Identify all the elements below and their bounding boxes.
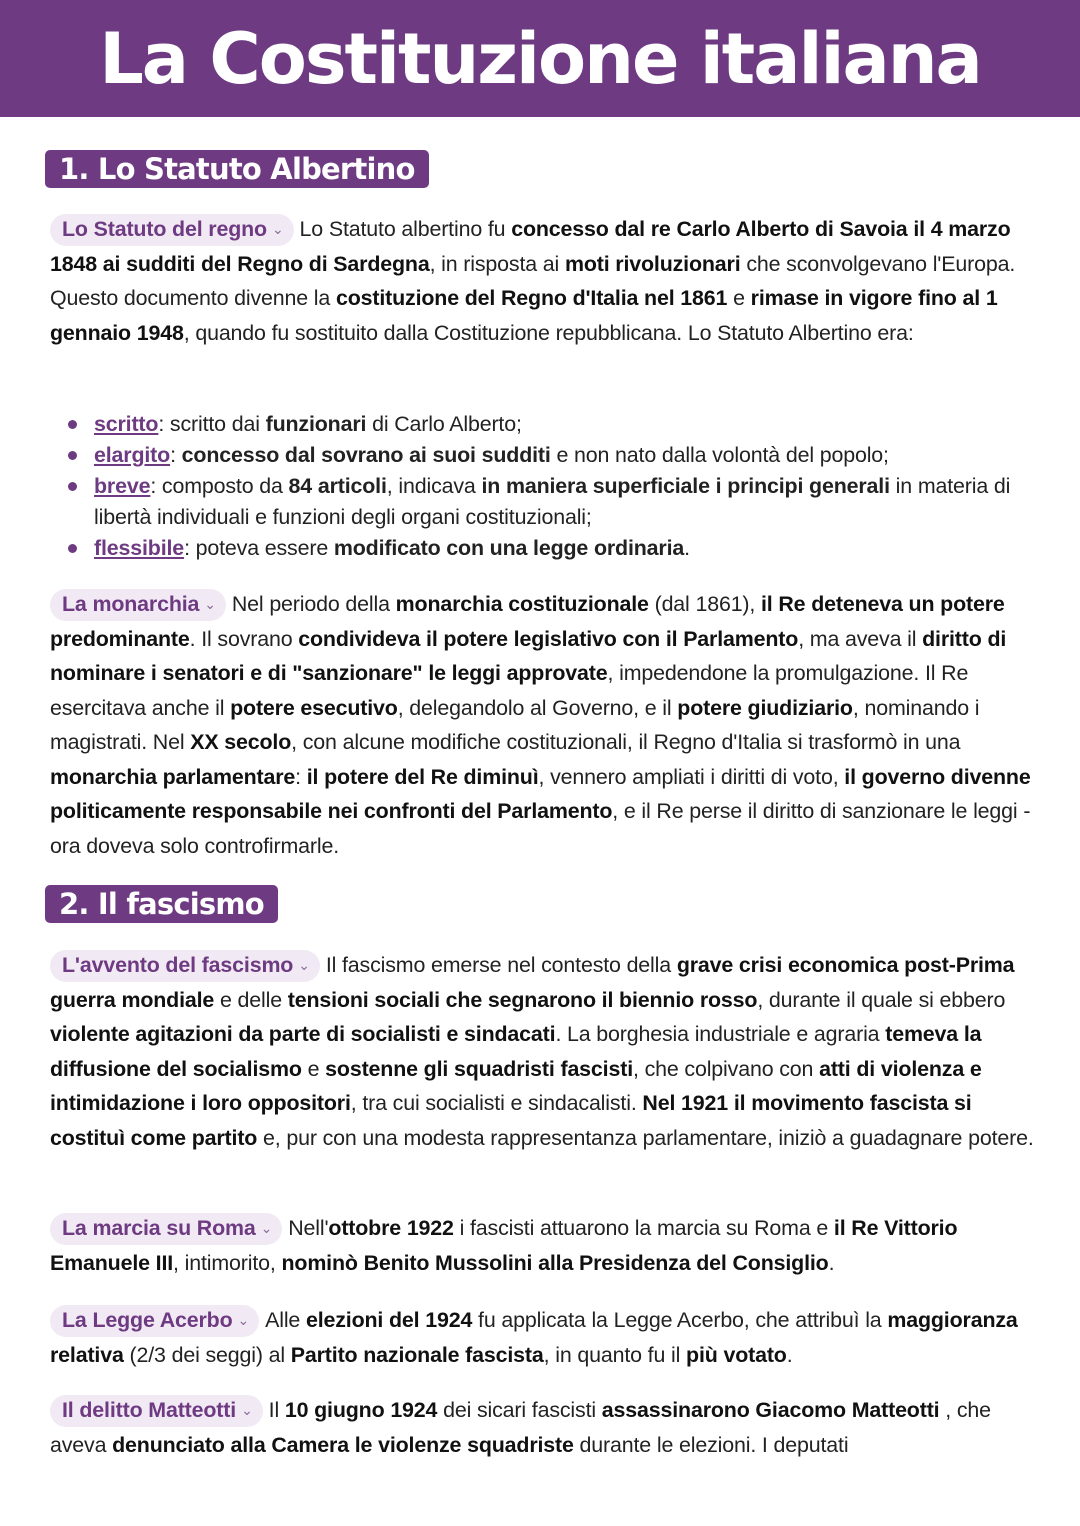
topic-chip-marcia[interactable]: La marcia su Roma ⌄ (50, 1213, 282, 1245)
section-title-statuto: 1. Lo Statuto Albertino (45, 150, 429, 188)
paragraph-matteotti: Il delitto Matteotti ⌄ Il 10 giugno 1924 dei sicari fascisti assassinarono Giacomo Matteotti , che aveva denunciato alla Camera le violenze squadriste durante le elezioni. I deputati (50, 1393, 1040, 1462)
term-link[interactable]: flessibile (94, 536, 185, 560)
section-title-fascismo: 2. Il fascismo (45, 885, 278, 923)
bullet-dot-icon (68, 420, 77, 429)
chevron-down-icon: ⌄ (204, 596, 216, 612)
topic-chip-statuto[interactable]: Lo Statuto del regno ⌄ (50, 214, 294, 246)
chevron-down-icon: ⌄ (298, 957, 310, 973)
term-link[interactable]: scritto (94, 412, 159, 436)
paragraph-marcia: La marcia su Roma ⌄ Nell'ottobre 1922 i fascisti attuarono la marcia su Roma e il Re Vittorio Emanuele III, intimorito, nominò Benito Mussolini alla Presidenza del Consiglio. (50, 1211, 1040, 1280)
paragraph-monarchia: La monarchia ⌄ Nel periodo della monarchia costituzionale (dal 1861), il Re deteneva un potere predominante. Il sovrano condivideva il potere legislativo con il Parlamento, ma aveva il diritto di nominare i senatori e di "sanzionare" le leggi approvate, impedendone la promulgazione. Il Re esercitava anche il potere esecutivo, delegandolo al Governo, e il potere giudiziario, nominando i magistrati. Nel XX secolo, con alcune modifiche costituzionali, il Regno d'Italia si trasformò in una monarchia parlamentare: il potere del Re diminuì, vennero ampliati i diritti di voto, il governo divenne politicamente responsabile nei confronti del Parlamento, e il Re perse il diritto di sanzionare le leggi - ora doveva solo controfirmarle. (50, 587, 1040, 863)
bullet-dot-icon (68, 482, 77, 491)
term-link[interactable]: breve (94, 474, 151, 498)
list-item: scritto: scritto dai funzionari di Carlo Alberto; (64, 409, 1024, 440)
bullet-dot-icon (68, 451, 77, 460)
page-title: La Costituzione italiana (99, 17, 981, 100)
chevron-down-icon: ⌄ (241, 1402, 253, 1418)
topic-chip-acerbo[interactable]: La Legge Acerbo ⌄ (50, 1305, 259, 1337)
statuto-features-list (64, 409, 1024, 564)
topic-chip-matteotti[interactable]: Il delitto Matteotti ⌄ (50, 1395, 263, 1427)
chevron-down-icon: ⌄ (271, 221, 284, 237)
title-banner (0, 0, 1080, 117)
topic-chip-monarchia[interactable]: La monarchia ⌄ (50, 589, 226, 621)
chevron-down-icon: ⌄ (237, 1312, 250, 1328)
list-item: elargito: concesso dal sovrano ai suoi sudditi e non nato dalla volontà del popolo; (64, 440, 1024, 471)
paragraph-avvento: L'avvento del fascismo ⌄ Il fascismo emerse nel contesto della grave crisi economica post-Prima guerra mondiale e delle tensioni sociali che segnarono il biennio rosso, durante il quale si ebbero violente agitazioni da parte di socialisti e sindacati. La borghesia industriale e agraria temeva la diffusione del socialismo e sostenne gli squadristi fascisti, che colpivano con atti di violenza e intimidazione i loro oppositori, tra cui socialisti e sindacalisti. Nel 1921 il movimento fascista si costituì come partito e, pur con una modesta rappresentanza parlamentare, iniziò a guadagnare potere. (50, 948, 1040, 1155)
list-item: flessibile: poteva essere modificato con una legge ordinaria. (64, 533, 1024, 564)
list-item: breve: composto da 84 articoli, indicava in maniera superficiale i principi generali in materia di libertà individuali e funzioni degli organi costituzionali; (64, 471, 1024, 533)
term-link[interactable]: elargito (94, 443, 171, 467)
chevron-down-icon: ⌄ (260, 1220, 273, 1236)
bullet-dot-icon (68, 544, 77, 553)
topic-chip-avvento[interactable]: L'avvento del fascismo ⌄ (50, 950, 320, 982)
paragraph-acerbo: La Legge Acerbo ⌄ Alle elezioni del 1924 fu applicata la Legge Acerbo, che attribuì la maggioranza relativa (2/3 dei seggi) al Partito nazionale fascista, in quanto fu il più votato. (50, 1303, 1040, 1372)
paragraph-statuto: Lo Statuto del regno ⌄ Lo Statuto albertino fu concesso dal re Carlo Alberto di Savoia il 4 marzo 1848 ai sudditi del Regno di Sardegna, in risposta ai moti rivoluzionari che sconvolgevano l'Europa. Questo documento divenne la costituzione del Regno d'Italia nel 1861 e rimase in vigore fino al 1 gennaio 1948, quando fu sostituito dalla Costituzione repubblicana. Lo Statuto Albertino era: (50, 212, 1040, 350)
